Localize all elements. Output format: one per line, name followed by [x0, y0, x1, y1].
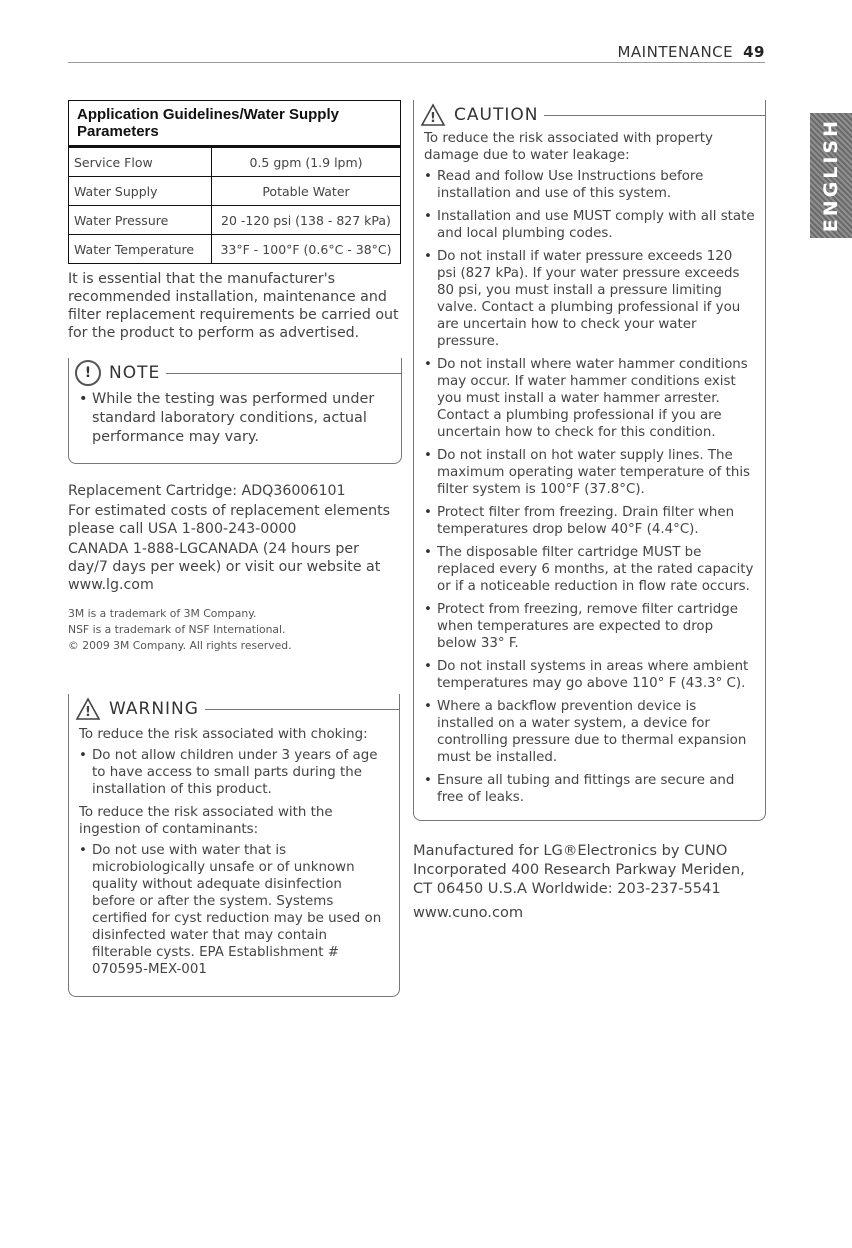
table-cell-label: Service Flow — [69, 147, 212, 177]
water-supply-parameters-table — [68, 100, 401, 264]
manufacturer-url: www.cuno.com — [413, 904, 524, 921]
right-column — [413, 100, 765, 922]
warning-intro-contaminants: To reduce the risk associated with the ingestion of contaminants: — [79, 805, 333, 837]
note-title: NOTE — [109, 363, 161, 383]
table-cell-value: 33°F - 100°F (0.6°C - 38°C) — [212, 235, 401, 264]
table-cell-value: Potable Water — [212, 177, 401, 206]
caution-item: • Ensure all tubing and fittings are secure and free of leaks. — [424, 772, 755, 806]
replacement-costs: For estimated costs of replacement elements please call USA 1-800-243-0000 — [68, 503, 391, 537]
table-header-row — [69, 101, 401, 147]
table-row — [69, 206, 401, 235]
warning-item: • Do not allow children under 3 years of age to have access to small parts during the installation of this product. — [79, 747, 389, 798]
caution-item: • Do not install systems in areas where ambient temperatures may go above 110° F (43.3° C). — [424, 658, 755, 692]
caution-item: • Read and follow Use Instructions before installation and use of this system. — [424, 168, 755, 202]
table-cell-value: 20 -120 psi (138 - 827 kPa) — [212, 206, 401, 235]
table-cell-value: 0.5 gpm (1.9 lpm) — [212, 147, 401, 177]
svg-text:!: ! — [430, 111, 436, 126]
caution-item: • Installation and use MUST comply with all state and local plumbing codes. — [424, 208, 755, 242]
trademark-3m: 3M is a trademark of 3M Company. — [68, 607, 257, 620]
caution-item: • Do not install where water hammer conditions may occur. If water hammer conditions exist you must install a water hammer arrester. Contact a plumbing professional if you are uncertain how to check for this condition. — [424, 356, 755, 441]
warning-box — [68, 694, 400, 997]
essential-paragraph: It is essential that the manufacturer's recommended installation, maintenance and filter replacement requirements be carried out for the product to perform as advertised. — [68, 271, 399, 341]
table-row — [69, 147, 401, 177]
note-box — [68, 358, 402, 464]
page-number: 49 — [743, 43, 765, 61]
manufacturer-info: Manufactured for LG®Electronics by CUNO Incorporated 400 Research Parkway Meriden, CT 06450 U.S.A Worldwide: 203-237-5541 — [413, 842, 745, 897]
warning-title: WARNING — [109, 699, 199, 719]
table-row — [69, 235, 401, 264]
section-title: MAINTENANCE — [617, 43, 734, 61]
warning-triangle-icon — [75, 697, 101, 721]
replacement-cartridge: Replacement Cartridge: ADQ36006101 — [68, 483, 346, 499]
table-title: Application Guidelines/Water Supply Parameters — [69, 101, 401, 147]
table-cell-label: Water Temperature — [69, 235, 212, 264]
table-row — [69, 177, 401, 206]
caution-item: • Protect filter from freezing. Drain filter when temperatures drop below 40°F (4.4°C). — [424, 504, 755, 538]
canada-contact: CANADA 1-888-LGCANADA (24 hours per day/7 days per week) or visit our website at www.lg.com — [68, 541, 381, 593]
copyright: © 2009 3M Company. All rights reserved. — [68, 639, 292, 652]
header-text — [617, 43, 765, 61]
caution-item: • Protect from freezing, remove filter cartridge when temperatures are expected to drop below 33° F. — [424, 601, 755, 652]
caution-item: • Where a backflow prevention device is installed on a water system, a device for controlling pressure due to thermal expansion must be installed. — [424, 698, 755, 766]
note-item: • While the testing was performed under standard laboratory conditions, actual performance may vary. — [79, 390, 391, 447]
caution-triangle-icon — [420, 103, 446, 127]
warning-intro-choking: To reduce the risk associated with choking: — [79, 727, 368, 742]
trademark-nsf: NSF is a trademark of NSF International. — [68, 623, 286, 636]
caution-intro: To reduce the risk associated with property damage due to water leakage: — [424, 131, 713, 163]
table-cell-label: Water Pressure — [69, 206, 212, 235]
caution-item: • The disposable filter cartridge MUST be replaced every 6 months, at the rated capacity or if a noticeable reduction in flow rate occurs. — [424, 544, 755, 595]
caution-item: • Do not install on hot water supply lines. The maximum operating water temperature of this filter system is 100°F (37.8°C). — [424, 447, 755, 498]
language-tab — [810, 113, 852, 238]
warning-item: • Do not use with water that is microbiologically unsafe or of unknown quality without adequate disinfection before or after the system. Systems certified for cyst reduction may be used on disinfected water that may contain filterable cysts. EPA Establishment # 070595-MEX-001 — [79, 842, 389, 978]
table-cell-label: Water Supply — [69, 177, 212, 206]
note-icon: ! — [75, 360, 101, 386]
caution-title: CAUTION — [454, 105, 539, 125]
svg-text:!: ! — [85, 705, 91, 720]
caution-item: • Do not install if water pressure exceeds 120 psi (827 kPa). If your water pressure exceeds 80 psi, you must install a pressure limiting valve. Contact a plumbing professional if you are uncertain how to check your water pressure. — [424, 248, 755, 350]
page-header — [68, 36, 765, 63]
language-tab-label: ENGLISH — [820, 118, 842, 233]
caution-box — [413, 100, 766, 821]
left-column — [68, 100, 400, 997]
